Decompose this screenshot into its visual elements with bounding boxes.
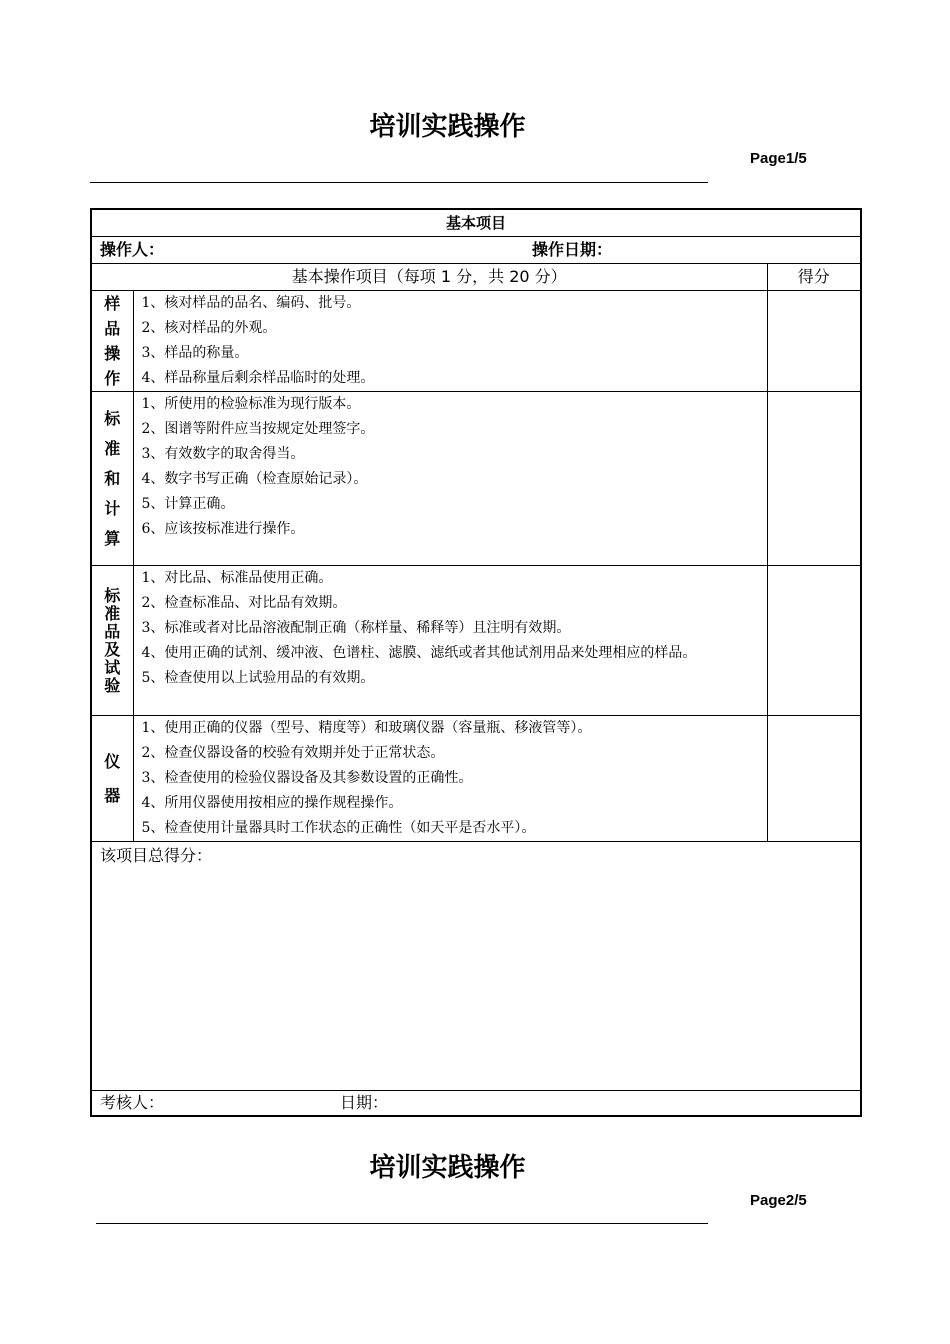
form-header: 基本项目 bbox=[91, 209, 861, 237]
assessment-form bbox=[90, 208, 862, 1117]
total-score-label: 该项目总得分： bbox=[100, 846, 213, 865]
list-item: 1、所使用的检验标准为现行版本。 bbox=[141, 396, 361, 412]
score-cell[interactable] bbox=[767, 392, 861, 566]
list-item: 5、检查使用以上试验用品的有效期。 bbox=[141, 670, 375, 686]
list-item: 4、数字书写正确（检查原始记录）。 bbox=[141, 471, 368, 487]
list-item: 5、计算正确。 bbox=[141, 496, 235, 512]
section-name-reference: 标准品及试验 bbox=[91, 566, 133, 716]
list-item: 4、所用仪器使用按相应的操作规程操作。 bbox=[141, 795, 403, 811]
list-item: 3、有效数字的取舍得当。 bbox=[141, 446, 305, 462]
exam-date-label: 日期： bbox=[340, 1093, 389, 1112]
list-item: 1、使用正确的仪器（型号、精度等）和玻璃仪器（容量瓶、移液管等）。 bbox=[141, 720, 592, 736]
list-item: 2、图谱等附件应当按规定处理签字。 bbox=[141, 421, 375, 437]
list-item: 3、标准或者对比品溶液配制正确（称样量、稀释等）且注明有效期。 bbox=[141, 620, 571, 636]
operation-date-label: 操作日期： bbox=[532, 240, 613, 259]
list-item: 3、检查使用的检验仪器设备及其参数设置的正确性。 bbox=[141, 770, 473, 786]
operator-label: 操作人： bbox=[100, 240, 165, 259]
examiner-row bbox=[91, 1091, 861, 1117]
page-number: Page1/5 bbox=[750, 150, 807, 167]
score-cell[interactable] bbox=[767, 566, 861, 716]
list-item: 2、检查仪器设备的校验有效期并处于正常状态。 bbox=[141, 745, 445, 761]
operator-row bbox=[91, 237, 861, 264]
list-item: 1、对比品、标准品使用正确。 bbox=[141, 570, 333, 586]
section-items-sample bbox=[133, 291, 767, 392]
section-name-sample: 样品操作 bbox=[91, 291, 133, 392]
examiner-label: 考核人： bbox=[100, 1093, 165, 1112]
list-item: 2、核对样品的外观。 bbox=[141, 320, 277, 336]
section-items-standard bbox=[133, 392, 767, 566]
score-cell[interactable] bbox=[767, 291, 861, 392]
list-item: 1、核对样品的品名、编码、批号。 bbox=[141, 295, 361, 311]
list-item: 5、检查使用计量器具时工作状态的正确性（如天平是否水平）。 bbox=[141, 820, 536, 836]
list-item: 3、样品的称量。 bbox=[141, 345, 249, 361]
header-rule bbox=[90, 182, 708, 183]
page-title: 培训实践操作 bbox=[369, 112, 526, 142]
page-number: Page2/5 bbox=[750, 1192, 807, 1209]
list-item: 4、使用正确的试剂、缓冲液、色谱柱、滤膜、滤纸或者其他试剂用品来处理相应的样品。 bbox=[141, 645, 697, 661]
items-header: 基本操作项目（每项 1 分，共 20 分） bbox=[91, 264, 767, 291]
list-item: 2、检查标准品、对比品有效期。 bbox=[141, 595, 347, 611]
section-name-instrument: 仪器 bbox=[91, 716, 133, 842]
total-score-area[interactable] bbox=[91, 842, 861, 1091]
section-name-standard: 标准和计算 bbox=[91, 392, 133, 566]
page-title: 培训实践操作 bbox=[369, 1153, 526, 1183]
section-items-instrument bbox=[133, 716, 767, 842]
list-item: 4、样品称量后剩余样品临时的处理。 bbox=[141, 370, 375, 386]
list-item: 6、应该按标准进行操作。 bbox=[141, 521, 305, 537]
score-cell[interactable] bbox=[767, 716, 861, 842]
section-items-reference bbox=[133, 566, 767, 716]
score-header: 得分 bbox=[767, 264, 861, 291]
header-rule bbox=[96, 1223, 708, 1224]
